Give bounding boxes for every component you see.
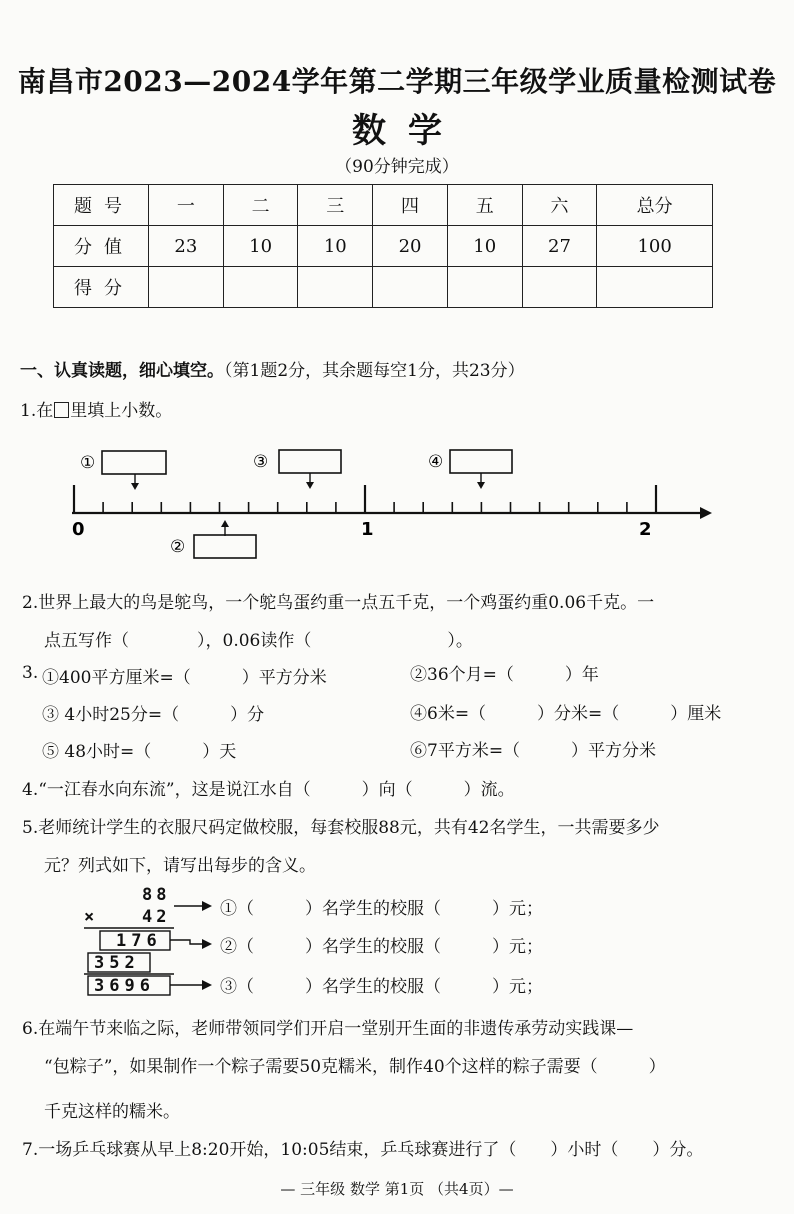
tick-label: 1	[361, 519, 374, 540]
table-cell: 10	[298, 226, 373, 267]
tick-label: 2	[639, 519, 652, 540]
question-3-item: ①400平方厘米=（ ）平方分米	[42, 668, 327, 688]
arrow-down-icon	[131, 483, 139, 490]
score-input-cell[interactable]	[597, 267, 713, 308]
table-cell: 10	[223, 226, 298, 267]
arrow-down-icon	[306, 482, 314, 489]
exam-title: 南昌市2023—2024学年第二学期三年级学业质量检测试卷	[17, 65, 777, 98]
question-3-item: ⑥7平方米=（ ）平方分米	[410, 741, 657, 761]
question-3-item: ④6米=（ ）分米=（ ）厘米	[410, 704, 722, 724]
table-cell: 四	[373, 185, 448, 226]
question-3-item: ②36个月=（ ）年	[410, 665, 599, 685]
number-line-ticks	[74, 485, 656, 513]
table-row-header: 得分	[54, 267, 149, 308]
label-circle-4: ④	[428, 452, 444, 472]
label-circle-3: ③	[253, 452, 269, 472]
answer-box-icon	[54, 402, 69, 418]
calc-row-2: 352	[94, 953, 140, 973]
table-cell: 总分	[597, 185, 713, 226]
vertical-multiplication	[80, 882, 220, 996]
answer-box-4[interactable]	[450, 450, 512, 473]
score-input-cell[interactable]	[522, 267, 597, 308]
score-input-cell[interactable]	[149, 267, 224, 308]
score-table	[53, 184, 713, 308]
arrow-right-icon	[202, 939, 212, 949]
section-note: （第1题2分，其余题每空1分，共23分）	[224, 361, 525, 381]
question-5-line2: 元？列式如下，请写出每步的含义。	[44, 856, 316, 876]
score-input-cell[interactable]	[223, 267, 298, 308]
table-cell: 一	[149, 185, 224, 226]
label-circle-1: ①	[80, 453, 96, 473]
question-3-item: ③ 4小时25分=（ ）分	[42, 705, 265, 725]
score-input-cell[interactable]	[373, 267, 448, 308]
number-line	[60, 440, 720, 565]
table-cell: 六	[522, 185, 597, 226]
question-1-prefix: 1.在	[20, 401, 54, 421]
calc-multiplier: 42	[142, 907, 171, 927]
table-row	[54, 185, 713, 226]
question-2-line1: 2.世界上最大的鸟是鸵鸟，一个鸵鸟蛋约重一点五千克，一个鸡蛋约重0.06千克。一	[22, 593, 655, 613]
question-5-step-2: ②（ ）名学生的校服（ ）元；	[220, 937, 543, 957]
question-2-line2: 点五写作（ ），0.06读作（ ）。	[44, 631, 473, 651]
section-title: 一、认真读题，细心填空。	[20, 361, 224, 381]
calc-multiplicand: 88	[142, 885, 171, 905]
table-cell: 三	[298, 185, 373, 226]
table-cell: 100	[597, 226, 713, 267]
answer-box-1[interactable]	[102, 451, 166, 474]
calc-row-1: 176	[116, 931, 162, 951]
score-input-cell[interactable]	[447, 267, 522, 308]
tick-label: 0	[72, 519, 85, 540]
question-5-step-3: ③（ ）名学生的校服（ ）元；	[220, 977, 543, 997]
arrow-right-icon	[202, 901, 212, 911]
question-6-line1: 6.在端午节来临之际，老师带领同学们开启一堂别开生面的非遗传承劳动实践课—	[22, 1019, 634, 1039]
question-5-line1: 5.老师统计学生的衣服尺码定做校服，每套校服88元，共有42名学生，一共需要多少	[22, 818, 660, 838]
table-row-header: 题号	[54, 185, 149, 226]
arrow-right-icon	[202, 980, 212, 990]
question-3-item: ⑤ 48小时=（ ）天	[42, 742, 237, 762]
page-footer: — 三年级 数学 第1页 （共4页）—	[280, 1180, 514, 1198]
subject-title: 数学	[352, 111, 464, 151]
table-row-header: 分值	[54, 226, 149, 267]
table-cell: 二	[223, 185, 298, 226]
question-5-step-1: ①（ ）名学生的校服（ ）元；	[220, 899, 543, 919]
table-row	[54, 226, 713, 267]
section-heading	[20, 356, 525, 381]
question-7: 7.一场乒乓球赛从早上8:20开始，10:05结束，乒乓球赛进行了（ ）小时（ ）分。	[22, 1140, 704, 1160]
label-circle-2: ②	[170, 537, 186, 557]
calc-operator: ×	[84, 907, 95, 927]
question-3-number: 3.	[22, 663, 39, 683]
table-cell: 27	[522, 226, 597, 267]
score-input-cell[interactable]	[298, 267, 373, 308]
table-cell: 20	[373, 226, 448, 267]
question-4: 4.“一江春水向东流”，这是说江水自（ ）向（ ）流。	[22, 780, 515, 800]
arrow-right-icon	[700, 507, 712, 519]
arrow-down-icon	[477, 482, 485, 489]
table-cell: 10	[447, 226, 522, 267]
table-cell: 五	[447, 185, 522, 226]
question-6-line3: 千克这样的糯米。	[44, 1102, 180, 1122]
answer-box-3[interactable]	[279, 450, 341, 473]
table-cell: 23	[149, 226, 224, 267]
question-1-suffix: 里填上小数。	[70, 401, 173, 421]
table-row	[54, 267, 713, 308]
answer-box-2[interactable]	[194, 535, 256, 558]
question-6-line2: “包粽子”，如果制作一个粽子需要50克糯米，制作40个这样的粽子需要（ ）	[44, 1057, 666, 1077]
calc-row-3: 3696	[94, 976, 155, 996]
exam-duration: （90分钟完成）	[335, 157, 459, 177]
question-1	[20, 396, 172, 421]
